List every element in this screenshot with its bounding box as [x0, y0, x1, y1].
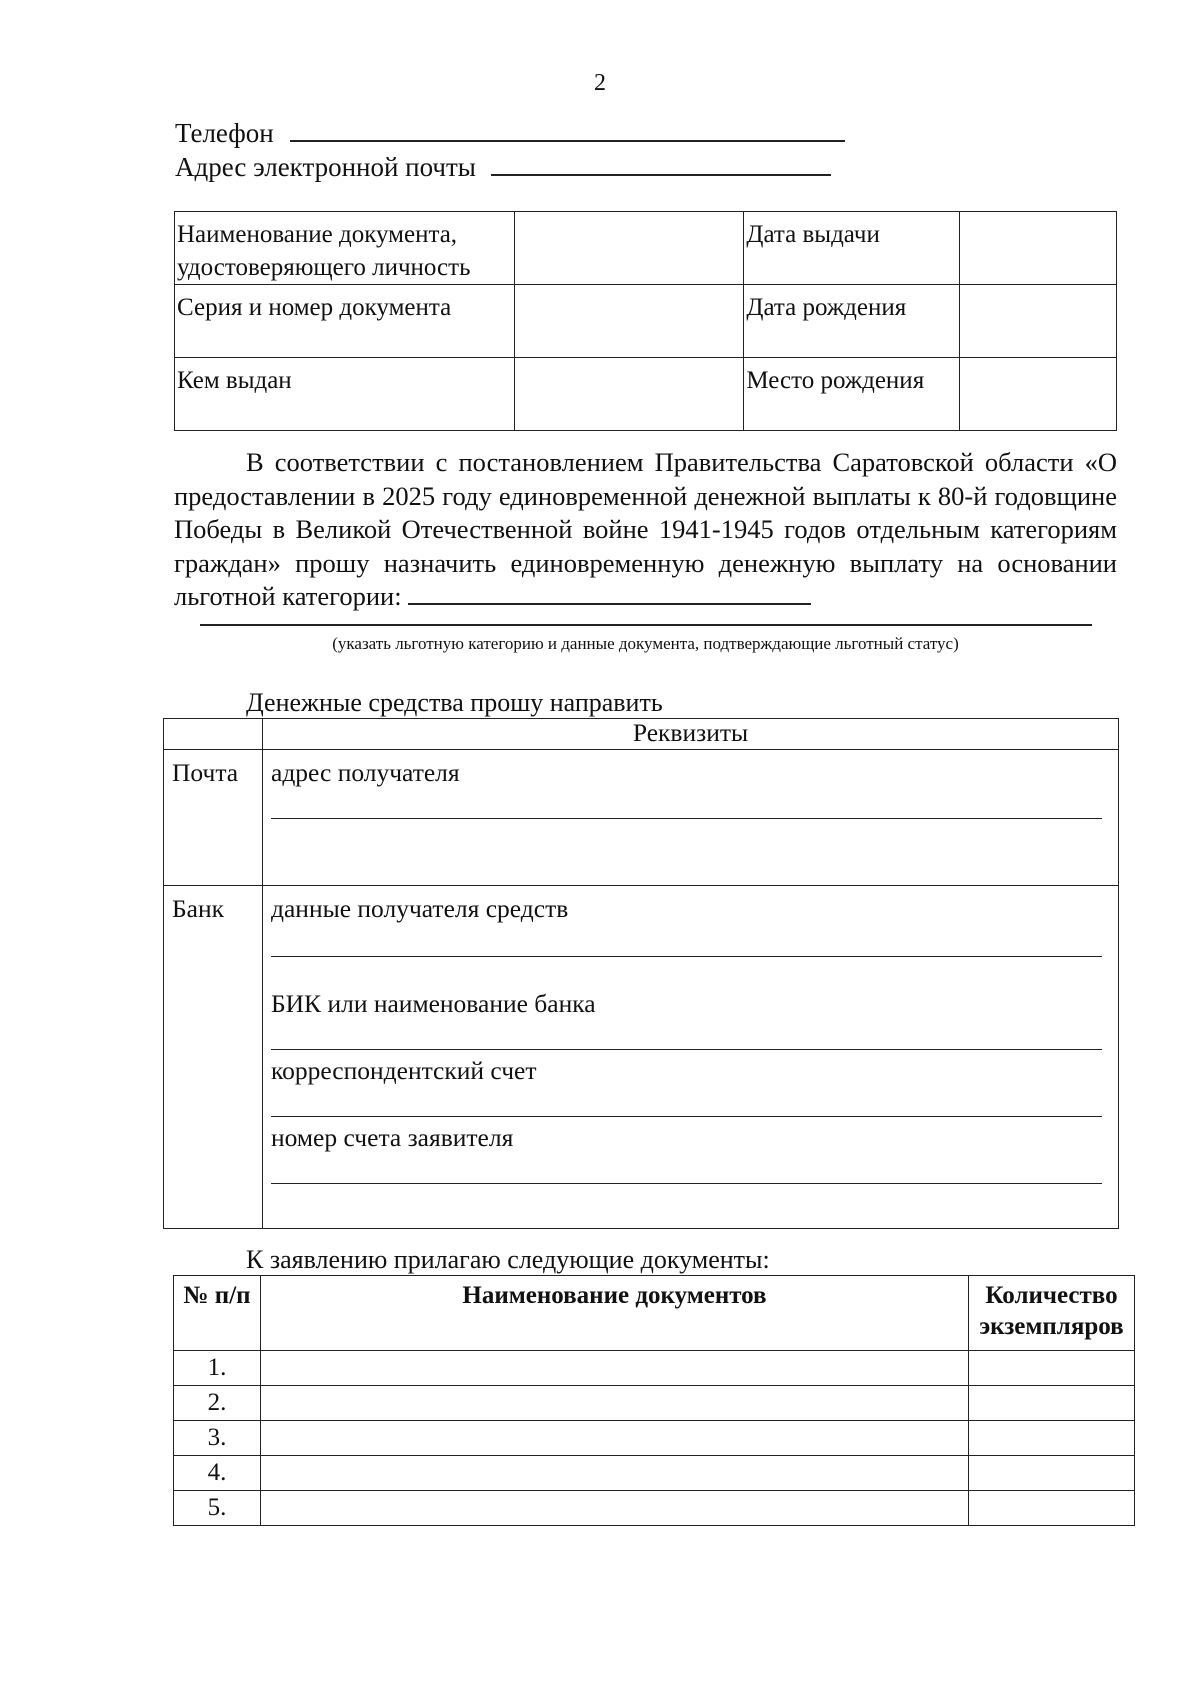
quantity-cell[interactable] [969, 1351, 1135, 1386]
requisites-header-empty [164, 719, 263, 750]
document-name-cell[interactable] [261, 1421, 969, 1456]
series-number-label: Серия и номер документа [175, 285, 515, 358]
quantity-cell[interactable] [969, 1456, 1135, 1491]
applicant-account-field[interactable] [271, 1153, 1102, 1184]
table-row [174, 1491, 1135, 1526]
row-number: 3. [174, 1421, 261, 1456]
table-row [174, 1456, 1135, 1491]
quantity-cell[interactable] [969, 1386, 1135, 1421]
phone-field[interactable] [290, 116, 845, 142]
table-row [174, 1421, 1135, 1456]
quantity-cell[interactable] [969, 1491, 1135, 1526]
attachments-table [173, 1275, 1135, 1526]
row-number: 1. [174, 1351, 261, 1386]
mail-address-label: адрес получателя [271, 758, 460, 787]
issued-by-cell[interactable] [514, 358, 744, 431]
bik-label: БИК или наименование банка [271, 989, 596, 1018]
statement-paragraph [174, 446, 1117, 614]
doc-name-label: Наименование документа, удостоверяющего личность [175, 212, 515, 285]
identity-document-table [174, 211, 1117, 431]
bank-requisites-cell [263, 886, 1119, 1229]
issued-by-label: Кем выдан [175, 358, 515, 431]
recipient-label: данные получателя средств [271, 894, 569, 923]
payment-caption: Денежные средства прошу направить [246, 688, 663, 717]
attachments-caption: К заявлению прилагаю следующие документы: [246, 1245, 770, 1274]
page-number: 2 [594, 70, 606, 96]
benefit-category-field[interactable] [408, 583, 811, 605]
benefit-category-field-continued[interactable] [200, 624, 1092, 626]
phone-label: Телефон [175, 118, 274, 148]
document-name-cell[interactable] [261, 1351, 969, 1386]
phone-row [175, 116, 845, 149]
corr-account-field[interactable] [271, 1086, 1102, 1117]
issue-date-label: Дата выдачи [744, 212, 960, 285]
birth-date-cell[interactable] [960, 285, 1117, 358]
recipient-field[interactable] [271, 924, 1102, 957]
corr-account-label: корреспондентский счет [271, 1056, 537, 1085]
col-quantity-header: Количество экземпляров [969, 1276, 1135, 1351]
quantity-cell[interactable] [969, 1421, 1135, 1456]
requisites-header: Реквизиты [263, 719, 1119, 750]
row-number: 2. [174, 1386, 261, 1421]
doc-name-cell[interactable] [514, 212, 744, 285]
mail-requisites-cell [263, 750, 1119, 886]
table-row [174, 1351, 1135, 1386]
document-name-cell[interactable] [261, 1456, 969, 1491]
birth-place-cell[interactable] [960, 358, 1117, 431]
bik-field[interactable] [271, 1019, 1102, 1050]
benefit-category-hint: (указать льготную категорию и данные документа, подтверждающие льготный статус) [332, 634, 959, 653]
email-field[interactable] [491, 150, 831, 176]
bank-label: Банк [164, 886, 263, 1229]
row-number: 5. [174, 1491, 261, 1526]
email-row [175, 150, 831, 183]
col-number-header: № п/п [174, 1276, 261, 1351]
birth-date-label: Дата рождения [744, 285, 960, 358]
series-number-cell[interactable] [514, 285, 744, 358]
payment-requisites-table [163, 718, 1119, 1229]
email-label: Адрес электронной почты [175, 152, 476, 182]
col-name-header: Наименование документов [261, 1276, 969, 1351]
document-name-cell[interactable] [261, 1386, 969, 1421]
applicant-account-label: номер счета заявителя [271, 1123, 514, 1152]
statement-text: В соответствии с постановлением Правительства Саратовской области «О предоставлении в 2025 году единовременной денежной выплаты к 80-й годовщине Победы в Великой Отечественной войне 1941-1945 годов отдельным категориям граждан» прошу назначить единовременную денежную выплату на основании льготной категории: [174, 447, 1117, 611]
issue-date-cell[interactable] [960, 212, 1117, 285]
mail-address-field[interactable] [271, 788, 1102, 819]
document-name-cell[interactable] [261, 1491, 969, 1526]
birth-place-label: Место рождения [744, 358, 960, 431]
row-number: 4. [174, 1456, 261, 1491]
mail-label: Почта [164, 750, 263, 886]
table-row [174, 1386, 1135, 1421]
